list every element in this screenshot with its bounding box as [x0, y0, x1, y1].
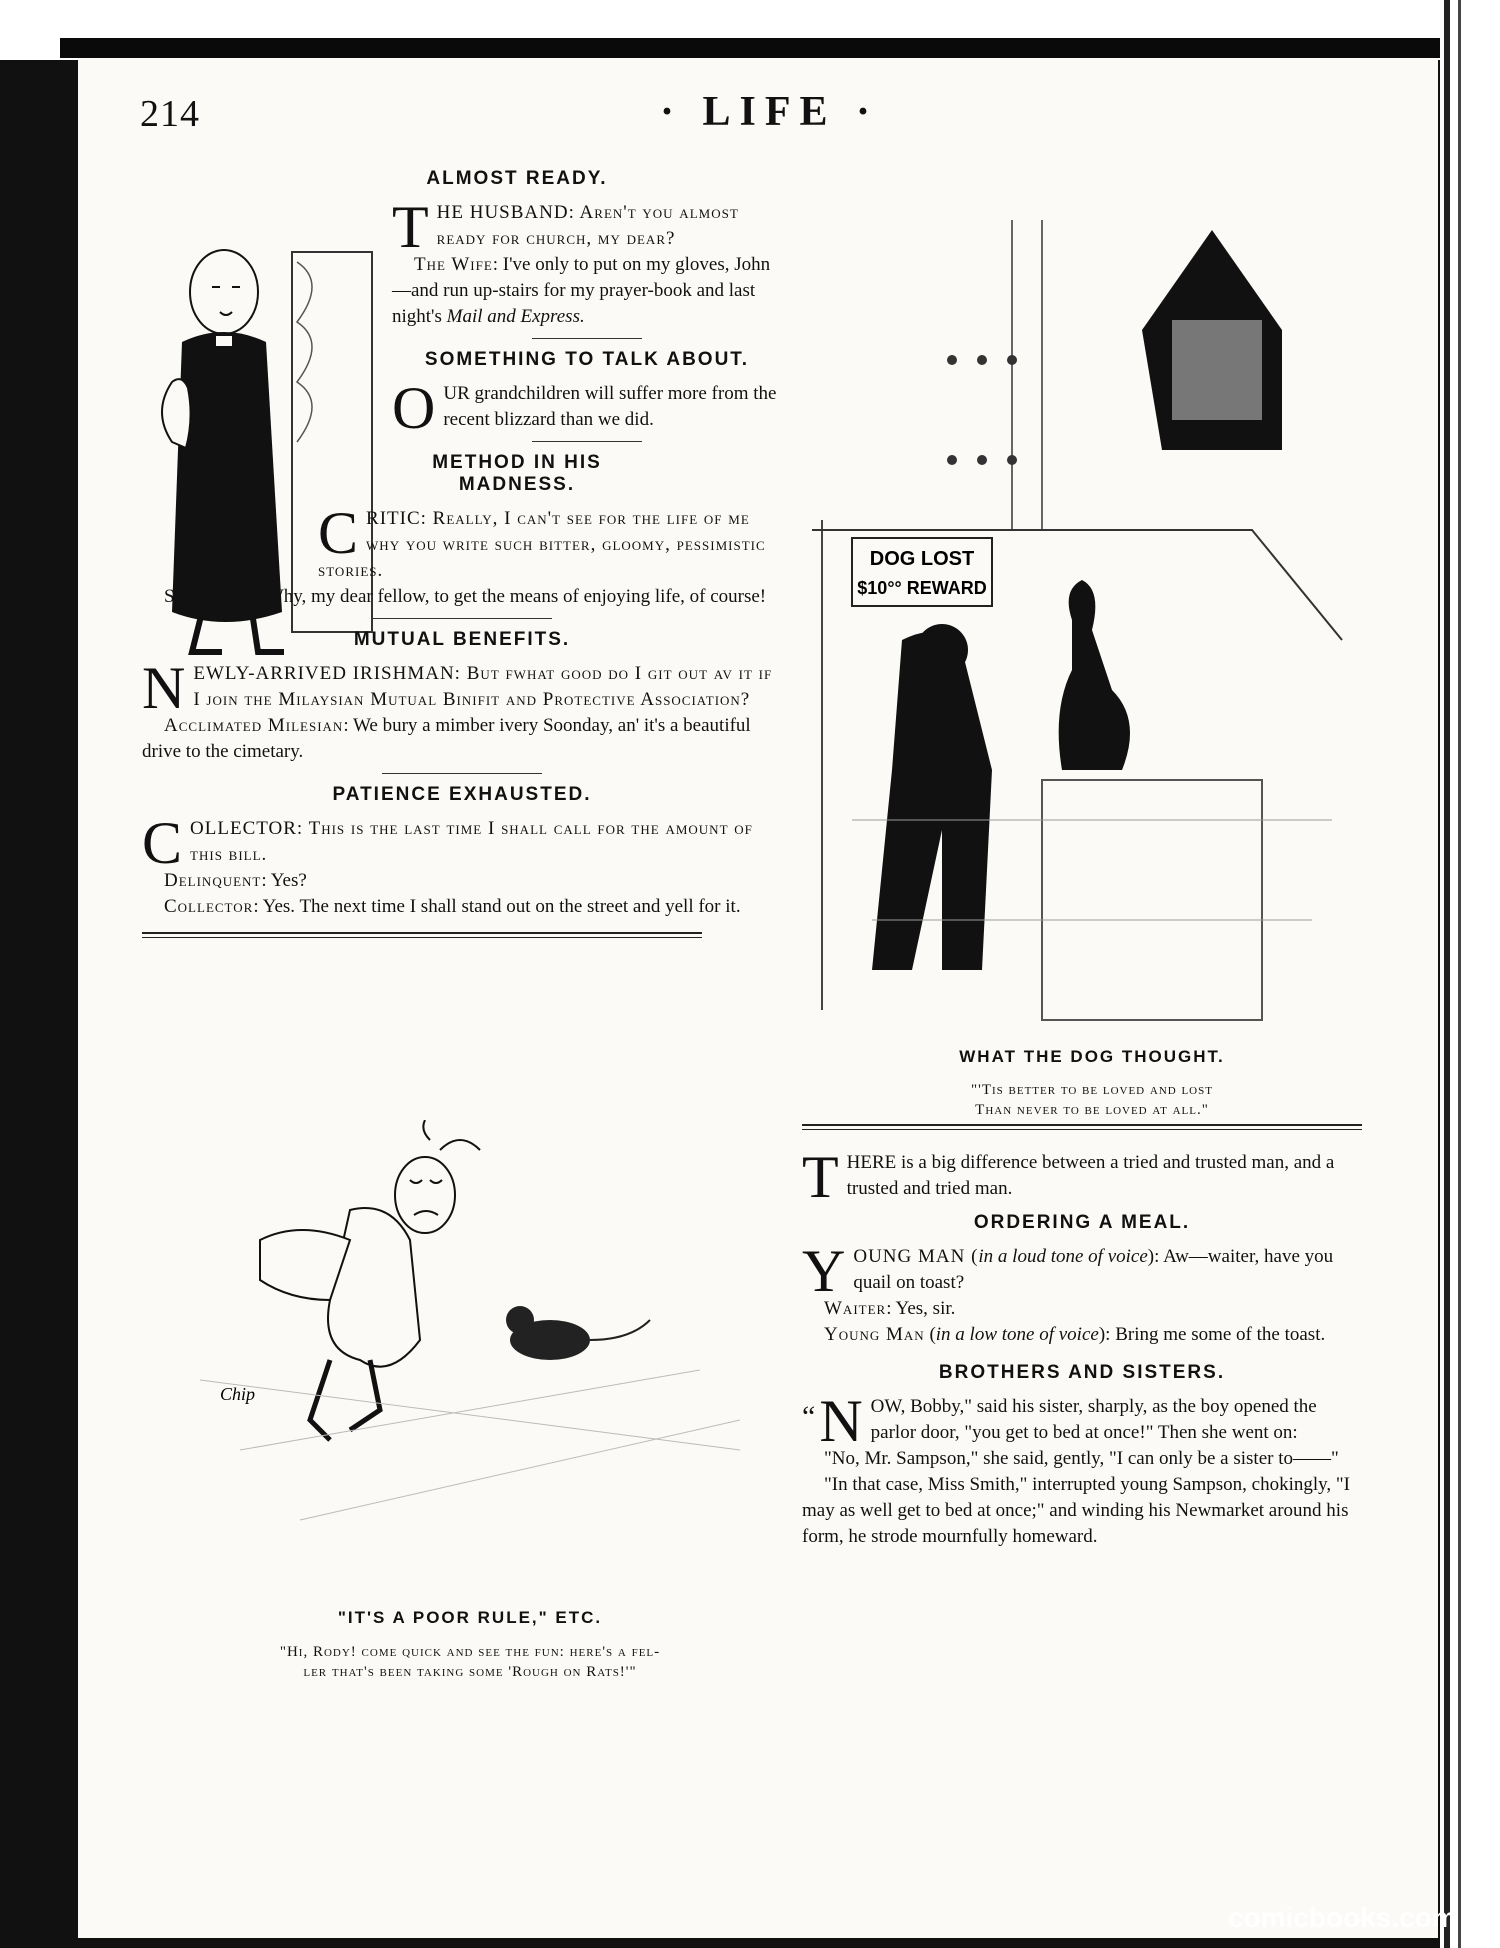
dog-caption-line-1: "'Tis better to be loved and lost [971, 1082, 1213, 1098]
delinquent-text: : Yes? [261, 870, 307, 891]
article-method [318, 500, 782, 584]
drop-cap: T [392, 194, 429, 260]
brothers-para-3: "In that case, Miss Smith," interrupted young Sampson, chokingly, "I may as well get to bed at once;" and winding his Newmarket around his form, he strode mournfully homeward. [802, 1474, 1351, 1547]
milesian-text: : We bury a mimber ivery Soonday, an' it's a beautiful drive to the cimetary. [142, 715, 751, 762]
young-man-aside: in a loud tone of voice [978, 1246, 1148, 1267]
drop-cap: N [142, 655, 186, 721]
speaker-scriblerus: Scriblerus [164, 586, 257, 607]
drop-cap: C [142, 810, 183, 876]
brothers-para-2: "No, Mr. Sampson," she said, gently, "I can only be a sister to——" [824, 1448, 1339, 1469]
husband-line: HE HUSBAND: Aren't you almost ready for church, my dear? [436, 202, 739, 249]
drop-cap: Y [802, 1238, 846, 1304]
left-column [142, 158, 782, 950]
critic-line: RITIC: Really, I can't see for the life of me why you write such bitter, gloomy, pessimistic stories. [318, 508, 766, 581]
collector-line-2 [142, 894, 782, 920]
heading-brothers-and-sisters: BROTHERS AND SISTERS. [938, 1362, 1226, 1383]
article-almost-ready [392, 194, 782, 442]
divider [532, 338, 642, 339]
newspaper-name: Mail and Express. [446, 306, 585, 327]
speaker-waiter: Waiter [824, 1298, 887, 1319]
tried-trusted-text [802, 1144, 1362, 1210]
top-margin [0, 0, 1500, 60]
irishman-line [142, 655, 782, 721]
heading-patience-exhausted: PATIENCE EXHAUSTED. [332, 784, 592, 805]
speaker-wife: The Wife [414, 254, 493, 275]
scriblerus-text: : Why, my dear fellow, to get the means of enjoying life, of course! [256, 586, 767, 607]
brothers-para-1: “ N OW, Bobby," said his sister, sharply, as the boy opened the parlor door, "you get to bed at once!" Then she went on: [802, 1388, 1317, 1454]
young-man-aside-2: in a low tone of voice [935, 1324, 1099, 1345]
young-man-line [802, 1238, 1362, 1304]
waiter-line [802, 1296, 1362, 1322]
artist-signature: Chip [220, 1384, 256, 1404]
irishman-text: EWLY-ARRIVED IRISHMAN: But fwhat good do I git out av it if I join the Milaysian Mutual Binifit and Protective Association? [193, 663, 773, 710]
rat-caption-title: "IT'S A POOR RULE," ETC. [337, 1608, 603, 1627]
heading-something-to-talk: SOMETHING TO TALK ABOUT. [424, 349, 750, 370]
rat-caption-line-1: "Hi, Rody! come quick and see the fun: here's a fel- [279, 1644, 661, 1660]
young-man-text-d: ): Bring me some of the toast. [1098, 1324, 1326, 1345]
speaker-collector: Collector [164, 896, 254, 917]
brothers-text-1: OW, Bobby," said his sister, sharply, as the boy opened the parlor door, "you get to bed at once!" Then she went on: [870, 1396, 1317, 1443]
waiter-text: : Yes, sir. [886, 1298, 956, 1319]
sign-reward: $10°° REWARD [857, 578, 987, 598]
rat-illustration [200, 1120, 740, 1550]
drop-cap: O [392, 375, 436, 441]
divider [372, 618, 552, 619]
collector-line [142, 810, 782, 876]
young-man-text-b: ): Aw—waiter, have you quail on toast? [853, 1246, 1334, 1293]
speaker-delinquent: Delinquent [164, 870, 262, 891]
young-man-text-a: OUNG MAN ( [853, 1246, 979, 1267]
page-number: 214 [140, 93, 200, 135]
dog-caption-title: WHAT THE DOG THOUGHT. [959, 1047, 1225, 1066]
young-man-line-2 [802, 1322, 1362, 1348]
collector-text: OLLECTOR: This is the last time I shall call for the amount of this bill. [190, 818, 753, 865]
top-binding-band [60, 38, 1460, 58]
heading-method: METHOD IN HIS MADNESS. [432, 452, 602, 495]
something-text: UR grandchildren will suffer more from the recent blizzard than we did. [443, 383, 777, 430]
divider [532, 441, 642, 442]
delinquent-line [142, 868, 782, 894]
wife-line: : I've only to put on my gloves, John—and run up-stairs for my prayer-book and last night's [392, 254, 771, 327]
drop-cap: T [802, 1144, 839, 1210]
source-watermark: comicbooks.com [1228, 1902, 1457, 1933]
young-man-text-c: ( [924, 1324, 936, 1345]
masthead-title: · LIFE · [660, 89, 880, 135]
collector-text-2: : Yes. The next time I shall stand out on the street and yell for it. [253, 896, 741, 917]
heading-ordering-a-meal: ORDERING A MEAL. [973, 1212, 1191, 1233]
scriblerus-line [142, 584, 782, 610]
tried-text: HERE is a big difference between a tried and trusted man, and a trusted and tried man. [846, 1152, 1335, 1199]
dog-illustration [812, 220, 1372, 1030]
heading-almost-ready: ALMOST READY. [426, 168, 608, 189]
section-double-rule [802, 1124, 1362, 1130]
sign-dog-lost: DOG LOST [869, 548, 975, 570]
drop-cap: C [318, 500, 359, 566]
right-column [802, 1144, 1362, 1550]
speaker-milesian: Acclimated Milesian [164, 715, 344, 736]
page-spine [1440, 0, 1500, 1948]
dog-caption-line-2: Than never to be loved at all." [975, 1102, 1209, 1118]
section-double-rule [142, 932, 702, 938]
speaker-young-man: Young Man [824, 1324, 925, 1345]
drop-cap: N [819, 1388, 863, 1454]
milesian-line [142, 713, 782, 765]
rat-caption-line-2: ler that's been taking some 'Rough on Rats!'" [303, 1664, 637, 1680]
divider [382, 773, 542, 774]
heading-mutual-benefits: MUTUAL BENEFITS. [353, 629, 571, 650]
